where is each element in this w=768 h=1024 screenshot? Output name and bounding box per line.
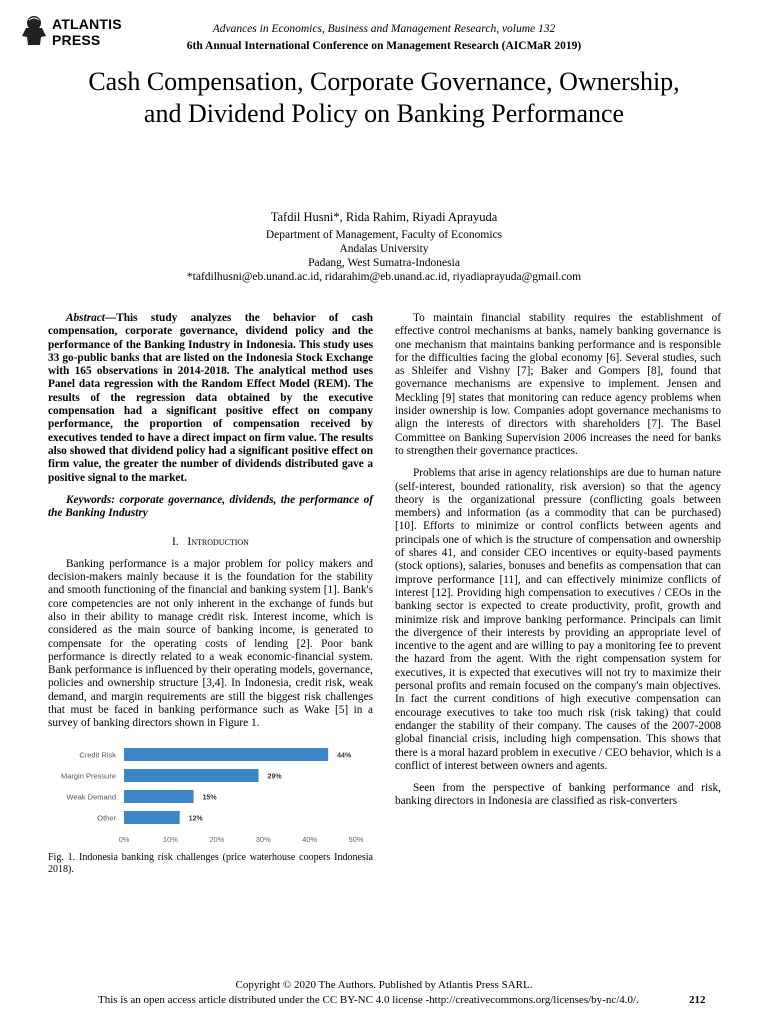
section-number: I. <box>172 536 179 549</box>
body-paragraph: To maintain financial stability requires the establishment of effective control mechanisms at banks, namely banking governance is one mechanism that maintains banking performance and is responsible for the difficulties facing the global economy [6]. Several studies, such as Shleifer and Vishny [7]; Baker and Gompers [8], found that governance mechanisms are expensive to implement. Jensen and Meckling [9] states that monitoring can reduce agency problems when insider ownership is low. Companies adopt governance mechanisms to align the interests of directors with shareholders [7]. The Basel Committee on Banking Supervision 2006 increases the need for banks to strengthen their governance practices. <box>395 312 721 457</box>
tick-label: 30% <box>255 835 271 844</box>
data-label: 44% <box>337 752 352 760</box>
body-paragraph: Banking performance is a major problem for policy makers and decision-makers mainly because it is the foundation for the stability and smooth functioning of the financial and banking system [1]. Bank's core competencies are not only inherent in the exchange of funds but also in their ability to manage credit risk. Interest income, which is considered as the main source of banking income, is generated to compensate for the operating costs of lending [2]. Poor bank performance is directly related to a weak economic-financial system. Bank performance is influenced by their operating models, governance, policies and ownership structure [3,4]. In Indonesia, credit risk, weak demand, and margin requirements are still the biggest risk challenges that must be faced in banking performance such as Wake [5] in a survey of banking directors shown in Figure 1. <box>48 557 373 730</box>
category-label: Other <box>97 813 116 823</box>
bar <box>124 769 259 782</box>
abstract <box>48 312 373 485</box>
tick-label: 40% <box>302 835 318 844</box>
conference-header: 6th Annual International Conference on Management Research (AICMaR 2019) <box>186 40 582 52</box>
series-header: Advances in Economics, Business and Management Research, volume 132 <box>212 23 556 35</box>
author-list: Tafdil Husni*, Rida Rahim, Riyadi Aprayuda <box>270 210 498 224</box>
tick-label: 20% <box>209 835 225 844</box>
bar <box>124 790 194 803</box>
data-label: 29% <box>267 773 282 781</box>
author-emails: *tafdilhusni@eb.unand.ac.id, ridarahim@eb.unand.ac.id, riyadiaprayuda@gmail.com <box>186 271 582 283</box>
abstract-label: Abstract <box>66 312 105 324</box>
affiliation-department: Department of Management, Faculty of Economics <box>265 229 503 241</box>
tick-label: 50% <box>348 835 364 844</box>
abstract-text: This study analyzes the behavior of cash compensation, corporate governance, dividend policy and the performance of the Banking Industry in Indonesia. This study uses 33 go-public banks that are listed on the Indonesia Stock Exchange with 165 observations in 2014-2018. The analytical method uses Panel data regression with the Random Effect Model (REM). The results of the regression data obtained by the executive compensation had a significant positive effect on company performance, the proportion of compensation received by executives tended to have a direct impact on firm value. The results also showed that dividend policy had a significant positive effect on firm value, the greater the number of dividends distributed gave a positive signal to the market. <box>48 312 373 484</box>
section-heading-introduction <box>48 536 373 549</box>
affiliation-university: Andalas University <box>339 243 429 255</box>
data-label: 12% <box>188 815 203 823</box>
category-label: Margin Pressure <box>60 771 116 781</box>
bar <box>124 748 328 761</box>
affiliation-city: Padang, West Sumatra-Indonesia <box>308 257 460 269</box>
body-paragraph: Seen from the perspective of banking performance and risk, banking directors in Indonesia are classified as risk-converters <box>395 782 721 808</box>
bar <box>124 811 180 824</box>
category-label: Credit Risk <box>79 750 116 760</box>
data-label: 15% <box>202 794 217 802</box>
right-column <box>395 312 721 818</box>
body-paragraph: Problems that arise in agency relationships are due to human nature (self-interest, bounded rationality, risk aversion) so that the agency theory is the organizational pressure (conflicting goals between members) and information (as a commodity that can be purchased) [10]. Efforts to minimize or control conflicts between agents and principals one of which is the structure of compensation and ownership of shares 41, and consider CEO incentives or equity-based payments (stock options), salaries, bonuses and benefits as compensation that can improve performance [11], and can effectively minimize conflicts of interest [12]. Providing high compensation to executives / CEOs in the banking sector is expected to create productivity, profit, growth and minimize risk and improve banking performance. Principals can limit the divergence of their interests by providing an appropriate level of incentive to the agent and are willing to pay a monitoring fee to prevent the hazard from the agent. With the right compensation system for executives, it is expected that executives will not try to maximize their personal profits and remain focused on the company's main objectives. In fact the current conditions of high executive compensation can encourage executives to take too much risk (risk taking) that could endanger the stability of their company. The causes of the 2007-2008 global financial crisis, including high compensation. This shows that there is a moral hazard problem in executive / CEO behavior, which is a conflict of interest between owners and agents. <box>395 467 721 772</box>
page-number: 212 <box>689 994 706 1006</box>
keywords: Keywords: corporate governance, dividends, the performance of the Banking Industry <box>48 493 373 520</box>
license-notice: This is an open access article distributed under the CC BY-NC 4.0 license -http://creativecommons.org/licenses/by-nc/4.0/. <box>98 994 639 1006</box>
tick-label: 10% <box>162 835 178 844</box>
copyright-notice: Copyright © 2020 The Authors. Published by Atlantis Press SARL. <box>235 979 533 991</box>
tick-label: 0% <box>118 835 130 844</box>
left-column <box>48 312 373 740</box>
figure-caption: Fig. 1. Indonesia banking risk challenges (price waterhouse coopers Indonesia 2018). <box>48 852 373 875</box>
publisher-name-line2: PRESS <box>52 32 101 48</box>
publisher-name-line1: ATLANTIS <box>52 16 122 32</box>
figure-1-bar-chart <box>48 740 370 848</box>
section-title: Introduction <box>187 536 249 549</box>
paper-title: Cash Compensation, Corporate Governance, Ownership, and Dividend Policy on Banking Performance <box>88 67 680 128</box>
category-label: Weak Demand <box>66 792 116 802</box>
abstract-dash: — <box>104 312 117 324</box>
